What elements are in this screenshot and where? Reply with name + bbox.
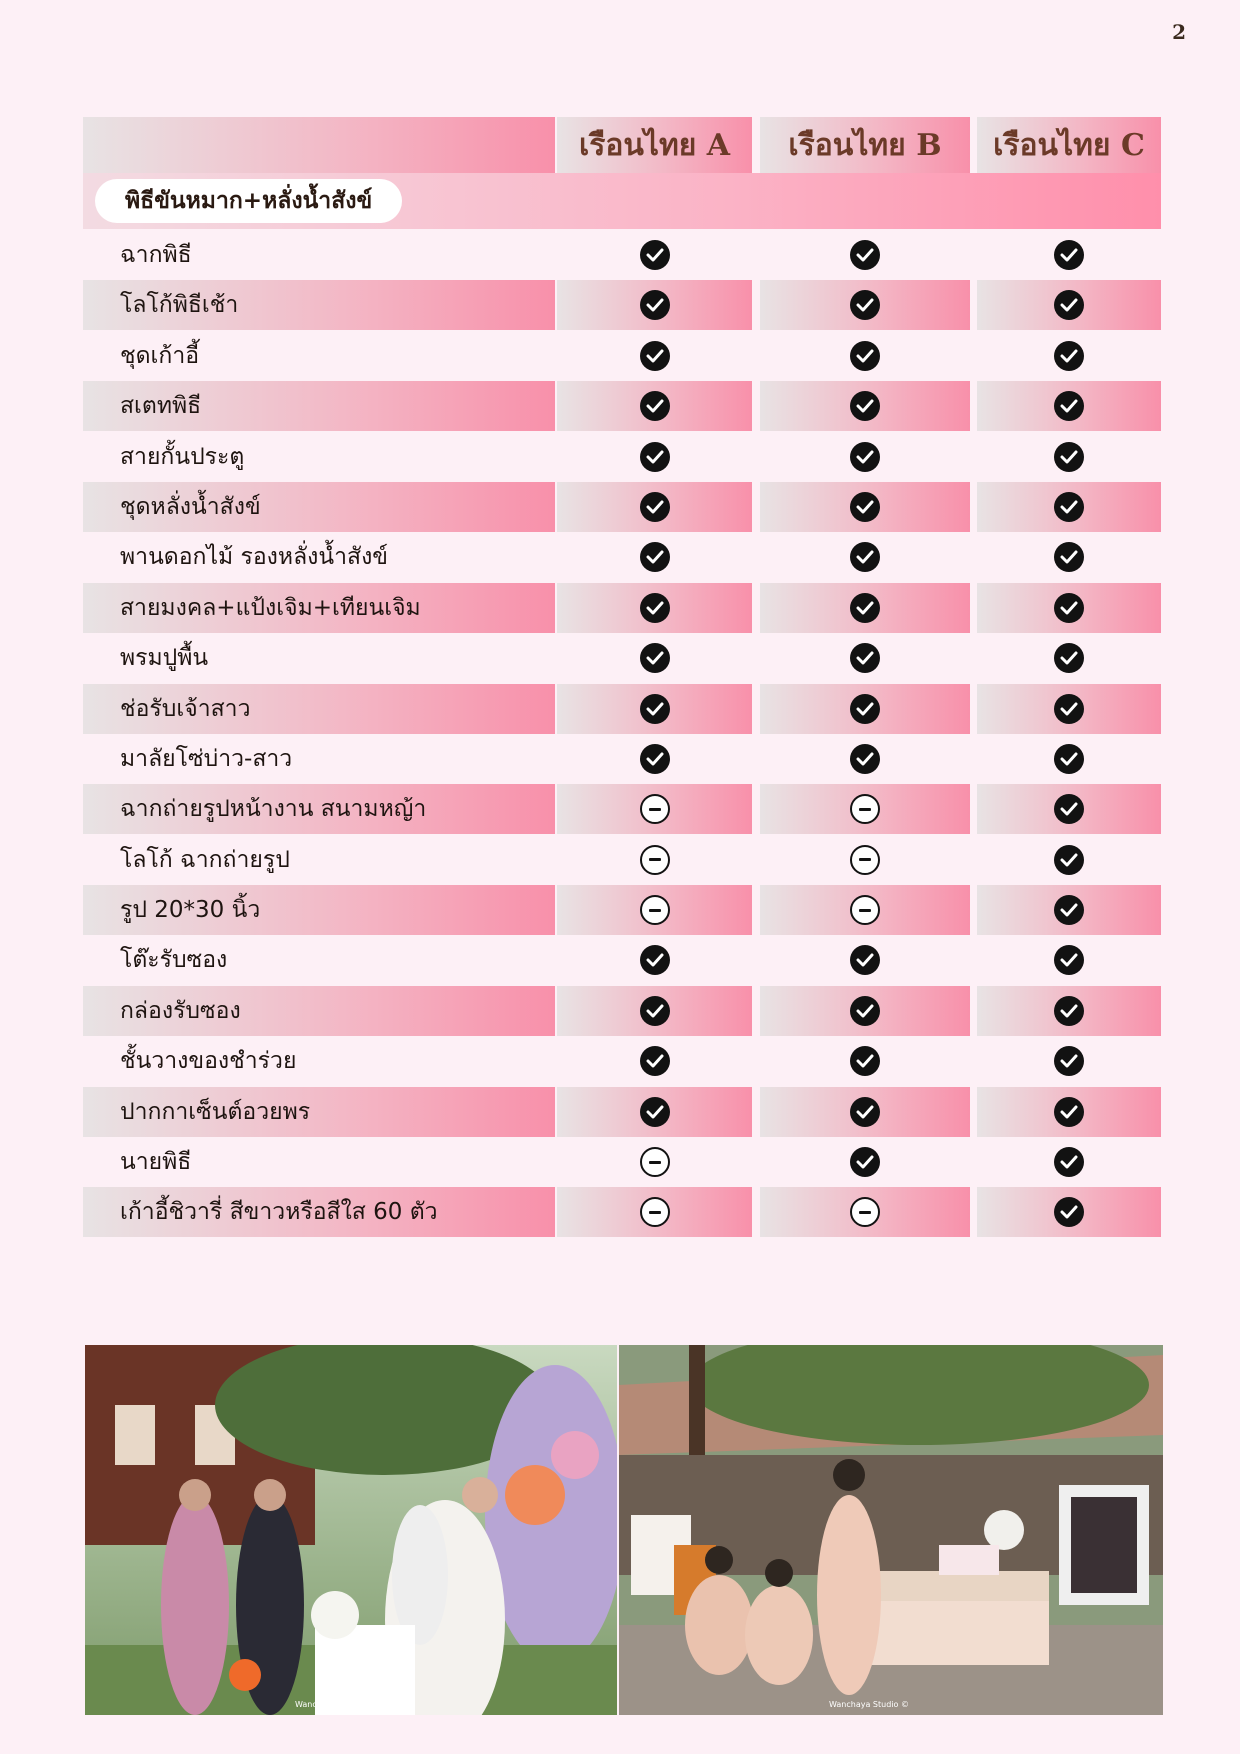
check-circle-icon: [1054, 542, 1084, 572]
table-row: [83, 733, 1161, 783]
check-circle-icon: [640, 341, 670, 371]
header-blank-cell: [83, 117, 555, 173]
minus-circle-icon: [850, 895, 880, 925]
table-row: [83, 431, 1161, 481]
check-circle-icon: [640, 290, 670, 320]
package-b-cell: [760, 835, 970, 885]
section-bar: [83, 173, 1161, 229]
table-row: [83, 632, 1161, 682]
check-circle-icon: [1054, 895, 1084, 925]
check-circle-icon: [1054, 643, 1084, 673]
row-label: ปากกาเซ็นต์อวยพร: [83, 1087, 555, 1137]
package-b-cell: [760, 482, 970, 532]
row-label: พานดอกไม้ รองหลั่งน้ำสังข์: [120, 544, 389, 571]
package-a-cell: [557, 432, 752, 482]
package-a-cell: [557, 835, 752, 885]
row-label: ชุดเก้าอี้: [120, 342, 200, 369]
package-c-cell: [977, 230, 1161, 280]
package-comparison-table: [83, 117, 1161, 1237]
package-c-cell: [977, 835, 1161, 885]
check-circle-icon: [1054, 694, 1084, 724]
page-number: 2: [1172, 20, 1186, 44]
ceremony-photo: [85, 1345, 617, 1715]
package-c-cell: [977, 986, 1161, 1036]
left-photo-watermark: Wanchaya Studio ©: [295, 1700, 375, 1709]
check-circle-icon: [1054, 442, 1084, 472]
check-circle-icon: [1054, 1197, 1084, 1227]
photo-strip: [85, 1345, 1163, 1715]
row-label: โลโก้ ฉากถ่ายรูป: [120, 846, 290, 873]
row-label: พรมปูพื้น: [120, 645, 209, 672]
package-a-cell: [557, 784, 752, 834]
table-row: [83, 683, 1161, 733]
section-title: พิธีขันหมาก+หลั่งน้ำสังข์: [95, 179, 402, 223]
package-b-cell: [760, 583, 970, 633]
check-circle-icon: [640, 442, 670, 472]
check-circle-icon: [850, 290, 880, 320]
minus-circle-icon: [640, 794, 670, 824]
column-header-c: เรือนไทย C: [977, 117, 1161, 173]
package-b-cell: [760, 1187, 970, 1237]
minus-circle-icon: [640, 1197, 670, 1227]
package-c-cell: [977, 1036, 1161, 1086]
check-circle-icon: [1054, 391, 1084, 421]
row-label: สเตทพิธี: [83, 381, 555, 431]
row-label: โต๊ะรับซอง: [120, 947, 228, 974]
check-circle-icon: [850, 442, 880, 472]
package-a-cell: [557, 935, 752, 985]
package-b-cell: [760, 1087, 970, 1137]
package-c-cell: [977, 432, 1161, 482]
package-c-cell: [977, 633, 1161, 683]
package-a-cell: [557, 633, 752, 683]
table-row: [83, 1136, 1161, 1186]
check-circle-icon: [850, 391, 880, 421]
check-circle-icon: [640, 1097, 670, 1127]
table-row: [83, 229, 1161, 279]
table-row: [83, 1086, 1161, 1136]
minus-circle-icon: [850, 1197, 880, 1227]
package-a-cell: [557, 482, 752, 532]
row-label: ชุดหลั่งน้ำสังข์: [83, 482, 555, 532]
row-label: เก้าอี้ชิวารี่ สีขาวหรือสีใส 60 ตัว: [83, 1187, 555, 1237]
check-circle-icon: [850, 1147, 880, 1177]
package-b-cell: [760, 1036, 970, 1086]
check-circle-icon: [640, 996, 670, 1026]
package-a-cell: [557, 684, 752, 734]
package-b-cell: [760, 935, 970, 985]
table-row: [83, 481, 1161, 531]
table-body: [83, 229, 1161, 1237]
package-c-cell: [977, 885, 1161, 935]
table-row: [83, 985, 1161, 1035]
table-row: [83, 834, 1161, 884]
check-circle-icon: [1054, 744, 1084, 774]
check-circle-icon: [850, 694, 880, 724]
column-header-b: เรือนไทย B: [760, 117, 970, 173]
table-row: [83, 884, 1161, 934]
row-label: ชั้นวางของชำร่วย: [120, 1048, 297, 1075]
table-row: [83, 934, 1161, 984]
check-circle-icon: [850, 341, 880, 371]
row-label: กล่องรับซอง: [83, 986, 555, 1036]
check-circle-icon: [850, 643, 880, 673]
check-circle-icon: [640, 542, 670, 572]
package-b-cell: [760, 331, 970, 381]
check-circle-icon: [1054, 492, 1084, 522]
check-circle-icon: [850, 744, 880, 774]
check-circle-icon: [1054, 593, 1084, 623]
row-label: โลโก้พิธีเช้า: [83, 280, 555, 330]
package-b-cell: [760, 381, 970, 431]
check-circle-icon: [1054, 1147, 1084, 1177]
check-circle-icon: [850, 542, 880, 572]
package-a-cell: [557, 230, 752, 280]
table-header: [83, 117, 1161, 173]
package-b-cell: [760, 986, 970, 1036]
package-b-cell: [760, 684, 970, 734]
check-circle-icon: [640, 744, 670, 774]
table-row: [83, 279, 1161, 329]
check-circle-icon: [640, 492, 670, 522]
package-a-cell: [557, 280, 752, 330]
check-circle-icon: [640, 694, 670, 724]
package-b-cell: [760, 734, 970, 784]
package-c-cell: [977, 583, 1161, 633]
column-header-a: เรือนไทย A: [557, 117, 752, 173]
package-c-cell: [977, 784, 1161, 834]
minus-circle-icon: [640, 845, 670, 875]
table-row: [83, 582, 1161, 632]
minus-circle-icon: [850, 845, 880, 875]
row-label: ฉากถ่ายรูปหน้างาน สนามหญ้า: [83, 784, 555, 834]
check-circle-icon: [1054, 341, 1084, 371]
package-a-cell: [557, 885, 752, 935]
check-circle-icon: [640, 593, 670, 623]
table-row: [83, 1035, 1161, 1085]
check-circle-icon: [640, 1046, 670, 1076]
check-circle-icon: [1054, 1046, 1084, 1076]
table-row: [83, 1186, 1161, 1236]
check-circle-icon: [640, 643, 670, 673]
right-photo-watermark: Wanchaya Studio ©: [829, 1700, 909, 1709]
row-label: สายมงคล+แป้งเจิม+เทียนเจิม: [83, 583, 555, 633]
package-c-cell: [977, 1187, 1161, 1237]
package-a-cell: [557, 1187, 752, 1237]
check-circle-icon: [850, 240, 880, 270]
check-circle-icon: [1054, 290, 1084, 320]
package-b-cell: [760, 885, 970, 935]
check-circle-icon: [850, 492, 880, 522]
check-circle-icon: [1054, 240, 1084, 270]
table-row: [83, 330, 1161, 380]
check-circle-icon: [1054, 845, 1084, 875]
check-circle-icon: [850, 593, 880, 623]
check-circle-icon: [640, 391, 670, 421]
row-label: ช่อรับเจ้าสาว: [83, 684, 555, 734]
package-a-cell: [557, 331, 752, 381]
package-c-cell: [977, 684, 1161, 734]
package-c-cell: [977, 1137, 1161, 1187]
package-b-cell: [760, 432, 970, 482]
package-b-cell: [760, 633, 970, 683]
check-circle-icon: [1054, 945, 1084, 975]
check-circle-icon: [850, 996, 880, 1026]
table-row: [83, 531, 1161, 581]
check-circle-icon: [1054, 996, 1084, 1026]
package-c-cell: [977, 482, 1161, 532]
package-c-cell: [977, 280, 1161, 330]
check-circle-icon: [850, 945, 880, 975]
package-a-cell: [557, 1036, 752, 1086]
check-circle-icon: [850, 1097, 880, 1127]
check-circle-icon: [640, 945, 670, 975]
check-circle-icon: [640, 240, 670, 270]
package-a-cell: [557, 532, 752, 582]
table-row: [83, 783, 1161, 833]
package-b-cell: [760, 280, 970, 330]
package-a-cell: [557, 381, 752, 431]
check-circle-icon: [1054, 794, 1084, 824]
reception-photo: [619, 1345, 1163, 1715]
minus-circle-icon: [850, 794, 880, 824]
row-label: ฉากพิธี: [120, 242, 192, 268]
package-c-cell: [977, 1087, 1161, 1137]
row-label: นายพิธี: [120, 1149, 192, 1176]
package-c-cell: [977, 331, 1161, 381]
check-circle-icon: [1054, 1097, 1084, 1127]
minus-circle-icon: [640, 1147, 670, 1177]
row-label: รูป 20*30 นิ้ว: [83, 885, 555, 935]
check-circle-icon: [850, 1046, 880, 1076]
table-row: [83, 380, 1161, 430]
minus-circle-icon: [640, 895, 670, 925]
package-c-cell: [977, 734, 1161, 784]
package-b-cell: [760, 1137, 970, 1187]
package-c-cell: [977, 532, 1161, 582]
package-b-cell: [760, 230, 970, 280]
package-a-cell: [557, 1137, 752, 1187]
row-label: มาลัยโซ่บ่าว-สาว: [120, 745, 293, 772]
package-a-cell: [557, 986, 752, 1036]
package-c-cell: [977, 381, 1161, 431]
package-a-cell: [557, 583, 752, 633]
package-c-cell: [977, 935, 1161, 985]
package-a-cell: [557, 734, 752, 784]
package-a-cell: [557, 1087, 752, 1137]
row-label: สายกั้นประตู: [120, 443, 245, 470]
package-b-cell: [760, 532, 970, 582]
package-b-cell: [760, 784, 970, 834]
